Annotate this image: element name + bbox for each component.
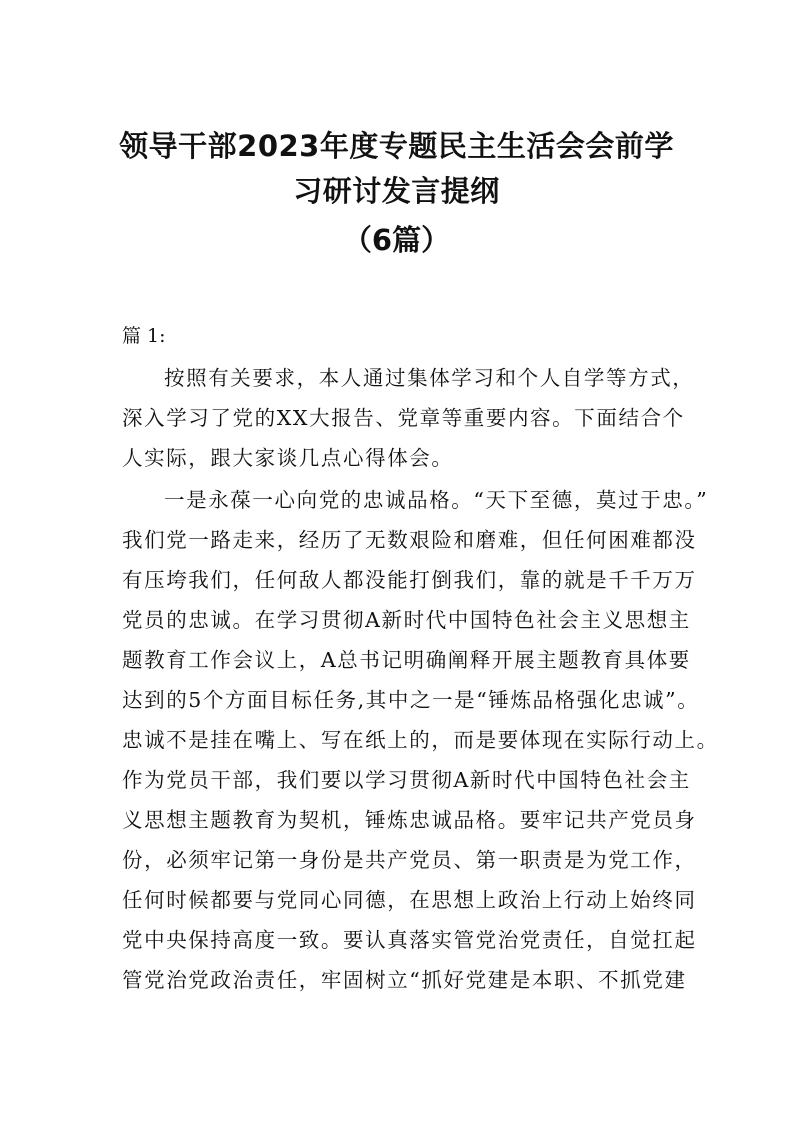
paragraph-2-line: 一是永葆一心向党的忠诚品格。“天下至德，莫过于忠。” (164, 488, 709, 512)
paragraph-2-line: 份，必须牢记第一身份是共产党员、第一职责是为党工作， (122, 848, 697, 872)
paragraph-2-line: 题教育工作会议上，A总书记明确阐释开展主题教育具体要 (122, 648, 691, 672)
paragraph-2-line: 有压垮我们，任何敌人都没能打倒我们，靠的就是千千万万 (122, 568, 697, 592)
document-title-line-2: 习研讨发言提纲 (293, 174, 500, 208)
paragraph-2-line: 作为党员干部，我们要以学习贯彻A新时代中国特色社会主 (122, 768, 691, 792)
paragraph-2-line: 义思想主题教育为契机，锤炼忠诚品格。要牢记共产党员身 (122, 808, 697, 832)
paragraph-2-line: 党中央保持高度一致。要认真落实管党治党责任，自觉扛起 (122, 928, 697, 952)
paragraph-1-line: 深入学习了党的XX大报告、党章等重要内容。下面结合个 (122, 406, 685, 430)
document-subtitle: （6篇） (342, 223, 451, 257)
paragraph-1-line: 人实际，跟大家谈几点心得体会。 (122, 446, 454, 470)
paragraph-2-line: 我们党一路走来，经历了无数艰险和磨难，但任何困难都没 (122, 528, 697, 552)
paragraph-1-line: 按照有关要求，本人通过集体学习和个人自学等方式， (164, 366, 695, 390)
document-title-line-1: 领导干部2023年度专题民主生活会会前学 (119, 129, 674, 163)
paragraph-2-line: 党员的忠诚。在学习贯彻A新时代中国特色社会主义思想主 (122, 608, 691, 632)
paragraph-2-line: 管党治党政治责任，牢固树立“抓好党建是本职、不抓党建 (122, 968, 687, 992)
section-label: 篇 1: (122, 325, 166, 347)
paragraph-2-line: 达到的5个方面目标任务,其中之一是“锤炼品格强化忠诚”。 (122, 688, 700, 712)
paragraph-2-line: 任何时候都要与党同心同德，在思想上政治上行动上始终同 (122, 888, 697, 912)
paragraph-2-line: 忠诚不是挂在嘴上、写在纸上的，而是要体现在实际行动上。 (122, 728, 719, 752)
